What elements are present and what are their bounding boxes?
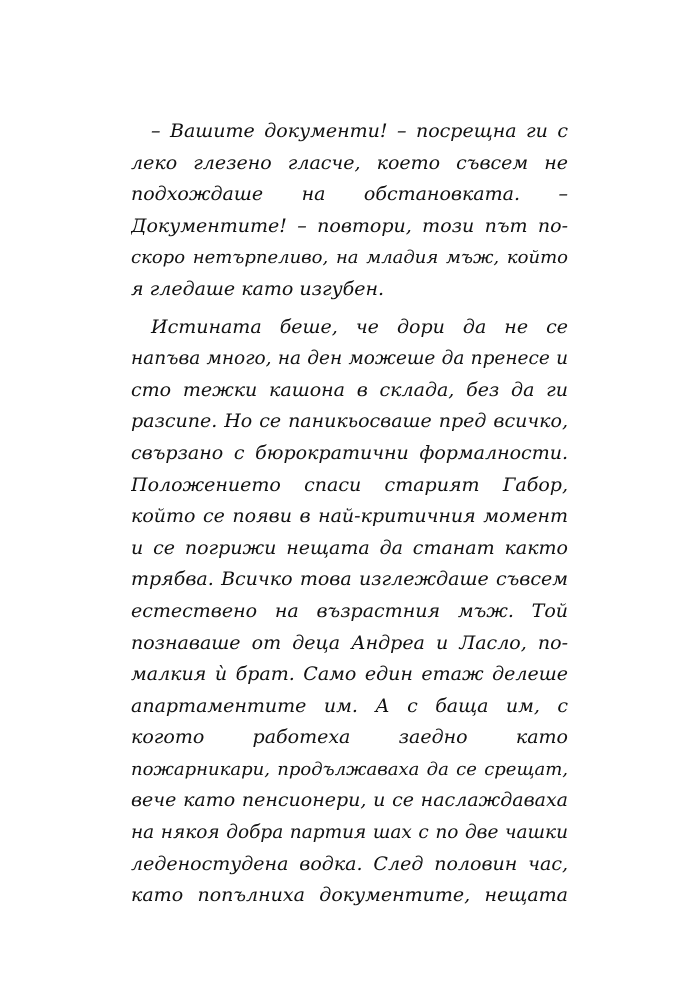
text-line: на някоя добра партия шах с по две чашки [131,822,568,844]
text-line: Положението спаси старият Габор, [131,473,568,496]
text-line: леко глезено гласче, което съвсем не [131,151,568,174]
text-line: Документите! – повтори, този път по- [131,214,568,237]
text-line: трябва. Всичко това изглеждаше съвсем [131,568,568,591]
text-line: напъва много, на ден можеше да пренесе и [131,348,568,370]
text-line: свързано с бюрократични формалности. [131,441,568,464]
text-line: подхождаше на обстановката. – [131,183,568,206]
text-line: – Вашите документи! – посрещна ги с [151,120,568,142]
text-line: я гледаше като изгубен. [131,277,385,300]
text-line: апартаментите им. А с баща им, с [131,694,568,717]
text-line: малкия ѝ брат. Само един етаж делеше [131,663,568,686]
body-text [131,116,568,912]
text-line: който се появи в най-критичния момент [131,505,568,528]
text-line: скоро нетърпеливо, на младия мъж, който [131,247,568,269]
text-line: и се погрижи нещата да станат както [131,536,568,559]
text-line: сто тежки кашона в склада, без да ги [131,378,568,401]
text-line: естествено на възрастния мъж. Той [131,599,568,622]
text-line: вече като пенсионери, и се наслаждаваха [131,789,568,812]
text-line: леденостудена водка. След половин час, [131,852,568,875]
text-line: разсипе. Но се паникьосваше пред всичко, [131,410,568,433]
text-line: като попълниха документите, нещата [131,884,568,907]
text-line: когото работеха заедно като [131,726,568,749]
text-line: познаваше от деца Андреа и Ласло, по- [131,631,568,654]
text-line: пожарникари, продължаваха да се срещат, [131,758,568,780]
text-line: Истината беше, че дори да не се [151,315,568,338]
